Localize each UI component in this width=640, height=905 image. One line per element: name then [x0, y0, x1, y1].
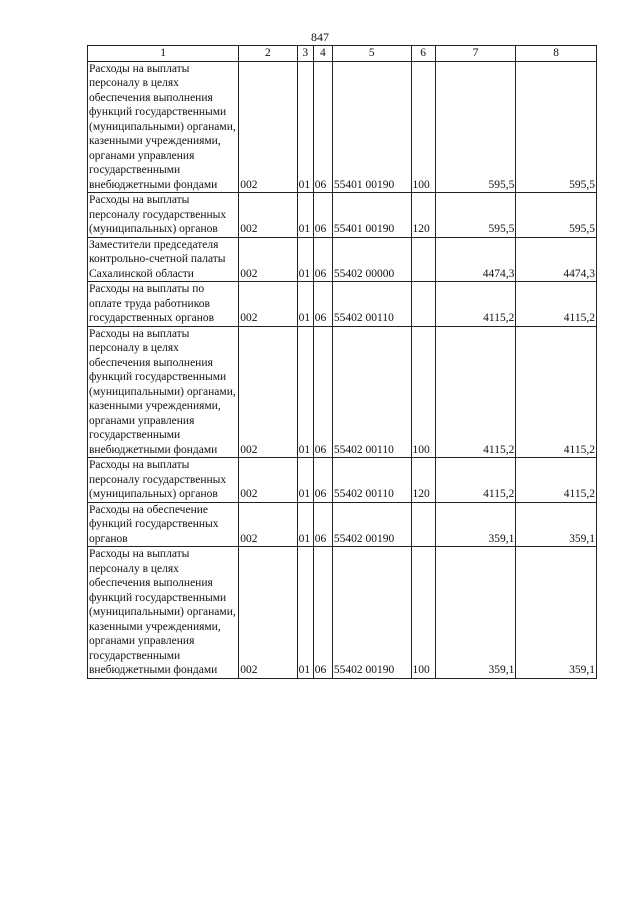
row-target-article-cell: 55402 00190 — [332, 502, 411, 547]
table-row — [88, 547, 597, 679]
row-name-cell: Заместители председателя контрольно-счетной палаты Сахалинской области — [88, 237, 239, 282]
row-expense-type-cell: 100 — [411, 61, 435, 193]
row-ved-cell: 002 — [239, 237, 297, 282]
table-row — [88, 326, 597, 458]
row-name-cell: Расходы на выплаты по оплате труда работников государственных органов — [88, 282, 239, 327]
row-sum-2-cell: 595,5 — [516, 193, 597, 238]
table-row — [88, 61, 597, 193]
row-sum-1-cell: 4115,2 — [435, 326, 516, 458]
row-subsection-cell: 06 — [313, 61, 332, 193]
row-name-cell: Расходы на выплаты персоналу в целях обеспечения выполнения функций государственными (муниципальными) органами, казенными учреждениями, органами управления государственными внебюджетными фондами — [88, 547, 239, 679]
row-ved-cell: 002 — [239, 547, 297, 679]
row-target-article-cell: 55402 00110 — [332, 458, 411, 503]
header-col-1: 1 — [88, 46, 239, 62]
row-section-cell: 01 — [297, 282, 313, 327]
header-col-8: 8 — [516, 46, 597, 62]
row-expense-type-cell — [411, 502, 435, 547]
row-subsection-cell: 06 — [313, 502, 332, 547]
table-row — [88, 282, 597, 327]
row-subsection-cell: 06 — [313, 282, 332, 327]
row-ved-cell: 002 — [239, 282, 297, 327]
row-sum-2-cell: 595,5 — [516, 61, 597, 193]
row-subsection-cell: 06 — [313, 237, 332, 282]
row-sum-2-cell: 359,1 — [516, 502, 597, 547]
row-sum-1-cell: 359,1 — [435, 547, 516, 679]
row-sum-2-cell: 4115,2 — [516, 458, 597, 503]
row-name-cell: Расходы на выплаты персоналу в целях обеспечения выполнения функций государственными (муниципальными) органами, казенными учреждениями, органами управления государственными внебюджетными фондами — [88, 326, 239, 458]
row-expense-type-cell: 100 — [411, 326, 435, 458]
row-name-cell: Расходы на выплаты персоналу государственных (муниципальных) органов — [88, 458, 239, 503]
row-ved-cell: 002 — [239, 458, 297, 503]
row-section-cell: 01 — [297, 193, 313, 238]
row-expense-type-cell: 120 — [411, 193, 435, 238]
row-section-cell: 01 — [297, 502, 313, 547]
header-col-6: 6 — [411, 46, 435, 62]
header-col-3: 3 — [297, 46, 313, 62]
header-col-4: 4 — [313, 46, 332, 62]
row-name-cell: Расходы на обеспечение функций государственных органов — [88, 502, 239, 547]
row-subsection-cell: 06 — [313, 193, 332, 238]
row-sum-1-cell: 4115,2 — [435, 458, 516, 503]
row-section-cell: 01 — [297, 237, 313, 282]
table-header-row — [88, 46, 597, 62]
header-col-7: 7 — [435, 46, 516, 62]
row-expense-type-cell — [411, 282, 435, 327]
row-sum-2-cell: 359,1 — [516, 547, 597, 679]
table-row — [88, 502, 597, 547]
row-target-article-cell: 55402 00190 — [332, 547, 411, 679]
row-target-article-cell: 55402 00110 — [332, 282, 411, 327]
row-ved-cell: 002 — [239, 61, 297, 193]
row-subsection-cell: 06 — [313, 547, 332, 679]
table-body — [88, 61, 597, 678]
row-sum-2-cell: 4474,3 — [516, 237, 597, 282]
row-sum-1-cell: 595,5 — [435, 61, 516, 193]
row-target-article-cell: 55402 00110 — [332, 326, 411, 458]
header-col-5: 5 — [332, 46, 411, 62]
row-expense-type-cell — [411, 237, 435, 282]
row-sum-1-cell: 4474,3 — [435, 237, 516, 282]
row-subsection-cell: 06 — [313, 326, 332, 458]
row-target-article-cell: 55402 00000 — [332, 237, 411, 282]
table-row — [88, 458, 597, 503]
row-ved-cell: 002 — [239, 193, 297, 238]
table-row — [88, 193, 597, 238]
page-number: 847 — [311, 30, 329, 44]
row-section-cell: 01 — [297, 547, 313, 679]
table-row — [88, 237, 597, 282]
row-target-article-cell: 55401 00190 — [332, 193, 411, 238]
row-section-cell: 01 — [297, 458, 313, 503]
row-expense-type-cell: 100 — [411, 547, 435, 679]
row-sum-2-cell: 4115,2 — [516, 282, 597, 327]
row-sum-2-cell: 4115,2 — [516, 326, 597, 458]
row-expense-type-cell: 120 — [411, 458, 435, 503]
row-section-cell: 01 — [297, 61, 313, 193]
row-target-article-cell: 55401 00190 — [332, 61, 411, 193]
header-col-2: 2 — [239, 46, 297, 62]
row-sum-1-cell: 359,1 — [435, 502, 516, 547]
row-ved-cell: 002 — [239, 502, 297, 547]
row-section-cell: 01 — [297, 326, 313, 458]
row-subsection-cell: 06 — [313, 458, 332, 503]
row-name-cell: Расходы на выплаты персоналу в целях обеспечения выполнения функций государственными (муниципальными) органами, казенными учреждениями, органами управления государственными внебюджетными фондами — [88, 61, 239, 193]
row-sum-1-cell: 4115,2 — [435, 282, 516, 327]
budget-table — [87, 45, 597, 679]
row-sum-1-cell: 595,5 — [435, 193, 516, 238]
row-ved-cell: 002 — [239, 326, 297, 458]
row-name-cell: Расходы на выплаты персоналу государственных (муниципальных) органов — [88, 193, 239, 238]
